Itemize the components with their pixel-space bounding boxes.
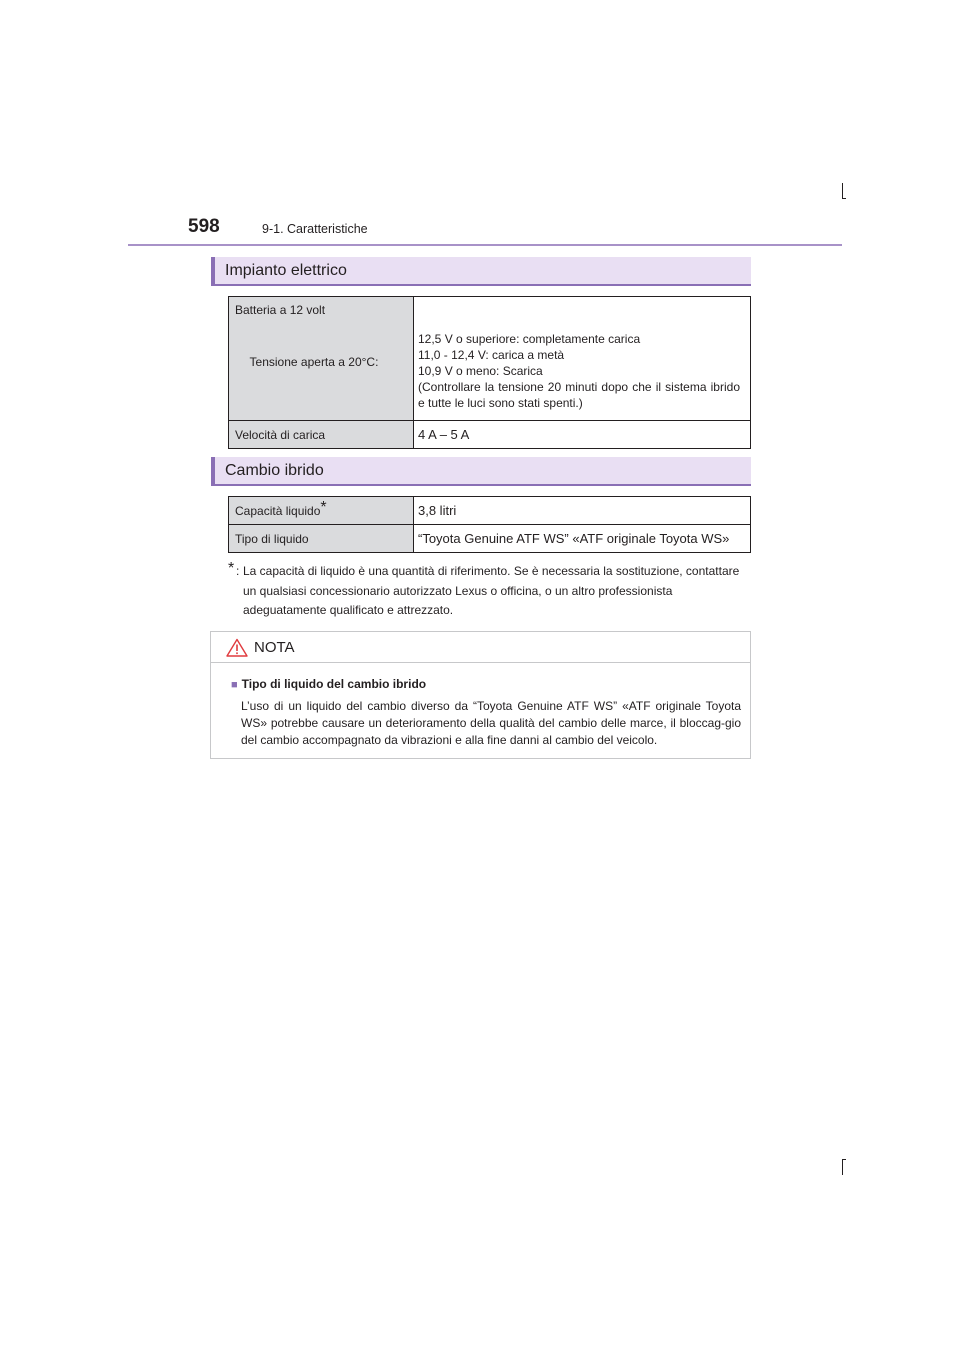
crop-mark-top xyxy=(842,183,843,199)
chapter-title: 9-1. Caratteristiche xyxy=(262,222,368,236)
header-rule xyxy=(128,244,842,246)
section-heading-cambio-ibrido: Cambio ibrido xyxy=(211,457,751,486)
nota-box xyxy=(210,631,751,759)
section-heading-impianto-elettrico: Impianto elettrico xyxy=(211,257,751,286)
table-row xyxy=(229,421,751,449)
nota-header xyxy=(211,632,750,663)
capacity-label-cell xyxy=(229,497,414,525)
charge-value: 4 A – 5 A xyxy=(414,421,751,449)
warning-triangle-icon xyxy=(226,638,248,662)
voltage-value-full: 12,5 V o superiore: completamente carica xyxy=(418,332,641,346)
footnote-star: * xyxy=(320,498,327,516)
nota-title: NOTA xyxy=(254,639,295,656)
fluid-value: “Toyota Genuine ATF WS” «ATF originale Toyota WS» xyxy=(414,525,751,553)
footnote-text: La capacità di liquido è una quantità di riferimento. Se è necessaria la sostituzione, contattare un qualsiasi concessionario autorizzato Lexus o officina, o un altro professionista adeguatamente qualificato e attrezzato. xyxy=(243,564,740,617)
nota-text: L’uso di un liquido del cambio diverso da “Toyota Genuine ATF WS” «ATF originale Toyota WS» potrebbe causare un deterioramento della qualità del cambio delle marce, il bloccag-gio del cambio accompagnato da vibrazioni e alla fine danni al cambio del veicolo. xyxy=(241,699,741,747)
voltage-label: Tensione aperta a 20°C: xyxy=(249,355,379,369)
electrical-spec-table xyxy=(228,296,751,449)
table-row xyxy=(229,525,751,553)
page-number: 598 xyxy=(188,216,220,237)
crop-mark-bottom xyxy=(842,1159,843,1175)
charge-label: Velocità di carica xyxy=(229,421,414,449)
voltage-note: (Controllare la tensione 20 minuti dopo che il sistema ibrido e tutte le luci sono stati spenti.) xyxy=(418,380,740,410)
footnote xyxy=(228,562,748,621)
nota-body xyxy=(231,676,741,749)
voltage-value-half: 11,0 - 12,4 V: carica a metà xyxy=(418,348,565,362)
battery-label: Batteria a 12 volt xyxy=(235,303,326,317)
bullet-square-icon: ■ xyxy=(231,679,238,691)
table-row xyxy=(229,297,751,421)
capacity-value: 3,8 litri xyxy=(414,497,751,525)
battery-label-cell xyxy=(229,297,414,421)
voltage-values-cell xyxy=(414,297,751,421)
fluid-label: Tipo di liquido xyxy=(229,525,414,553)
footnote-colon: : xyxy=(236,564,240,578)
footnote-marker: * xyxy=(228,560,235,577)
capacity-label: Capacità liquido xyxy=(235,503,321,518)
table-row xyxy=(229,497,751,525)
transmission-spec-table xyxy=(228,496,751,553)
nota-subtitle: Tipo di liquido del cambio ibrido xyxy=(241,677,427,691)
voltage-value-low: 10,9 V o meno: Scarica xyxy=(418,364,543,378)
